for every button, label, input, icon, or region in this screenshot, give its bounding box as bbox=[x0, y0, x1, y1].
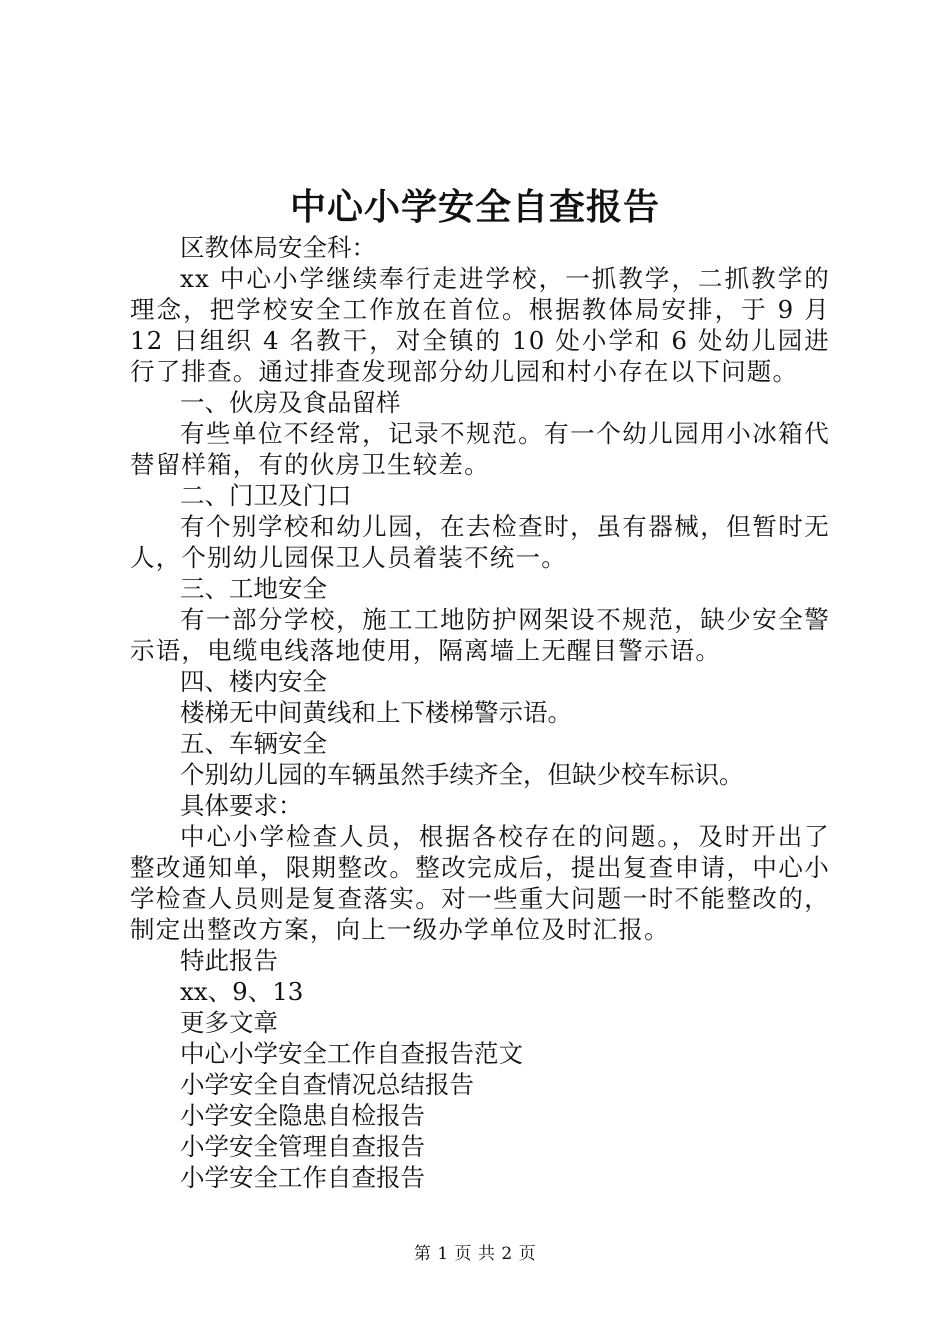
section-text: 楼梯无中间黄线和上下楼梯警示语。 bbox=[180, 698, 572, 727]
page-footer: 第 1 页 共 2 页 bbox=[413, 1244, 537, 1264]
requirements-text: 中心小学检查人员，根据各校存在的问题。，及时开出了整改通知单，限期整改。整改完成后，提出复查申请，中心小学检查人员则是复查落实。对一些重大问题一时不能整改的，制定出整改方案，向上一级办学单位及时汇报。 bbox=[130, 822, 830, 944]
section-heading: 四、楼内安全 bbox=[180, 667, 327, 696]
document-body bbox=[130, 232, 830, 1193]
article-link[interactable]: 小学安全隐患自检报告 bbox=[180, 1101, 425, 1130]
article-link[interactable]: 小学安全工作自查报告 bbox=[180, 1163, 425, 1192]
section-heading: 三、工地安全 bbox=[180, 574, 327, 603]
article-link[interactable]: 小学安全自查情况总结报告 bbox=[180, 1070, 474, 1099]
article-link[interactable]: 小学安全管理自查报告 bbox=[180, 1132, 425, 1161]
requirements-heading: 具体要求： bbox=[180, 791, 303, 820]
section-text: 个别幼儿园的车辆虽然手续齐全，但缺少校车标识。 bbox=[180, 760, 744, 789]
closing-text: 特此报告 bbox=[180, 946, 278, 975]
more-articles-list bbox=[130, 1038, 830, 1193]
document-title: 中心小学安全自查报告 bbox=[289, 186, 660, 228]
report-date: xx、9、13 bbox=[180, 977, 304, 1006]
addressee: 区教体局安全科： bbox=[180, 233, 376, 262]
section-heading: 一、伙房及食品留样 bbox=[180, 388, 401, 417]
section-text: 有些单位不经常，记录不规范。有一个幼儿园用小冰箱代替留样箱，有的伙房卫生较差。 bbox=[130, 419, 830, 479]
article-link[interactable]: 中心小学安全工作自查报告范文 bbox=[180, 1039, 523, 1068]
more-articles-heading: 更多文章 bbox=[180, 1008, 278, 1037]
section-heading: 五、车辆安全 bbox=[180, 729, 327, 758]
section-text: 有一部分学校，施工工地防护网架设不规范，缺少安全警示语，电缆电线落地使用，隔离墙上无醒目警示语。 bbox=[130, 605, 830, 665]
section-heading: 二、门卫及门口 bbox=[180, 481, 352, 510]
intro-paragraph: xx 中心小学继续奉行走进学校，一抓教学，二抓教学的理念，把学校安全工作放在首位。根据教体局安排，于 9 月 12 日组织 4 名教干，对全镇的 10 处小学和 6 处幼儿园进行了排查。通过排查发现部分幼儿园和村小存在以下问题。 bbox=[130, 264, 830, 386]
section-text: 有个别学校和幼儿园，在去检查时，虽有器械，但暂时无人，个别幼儿园保卫人员着装不统一。 bbox=[130, 512, 830, 572]
